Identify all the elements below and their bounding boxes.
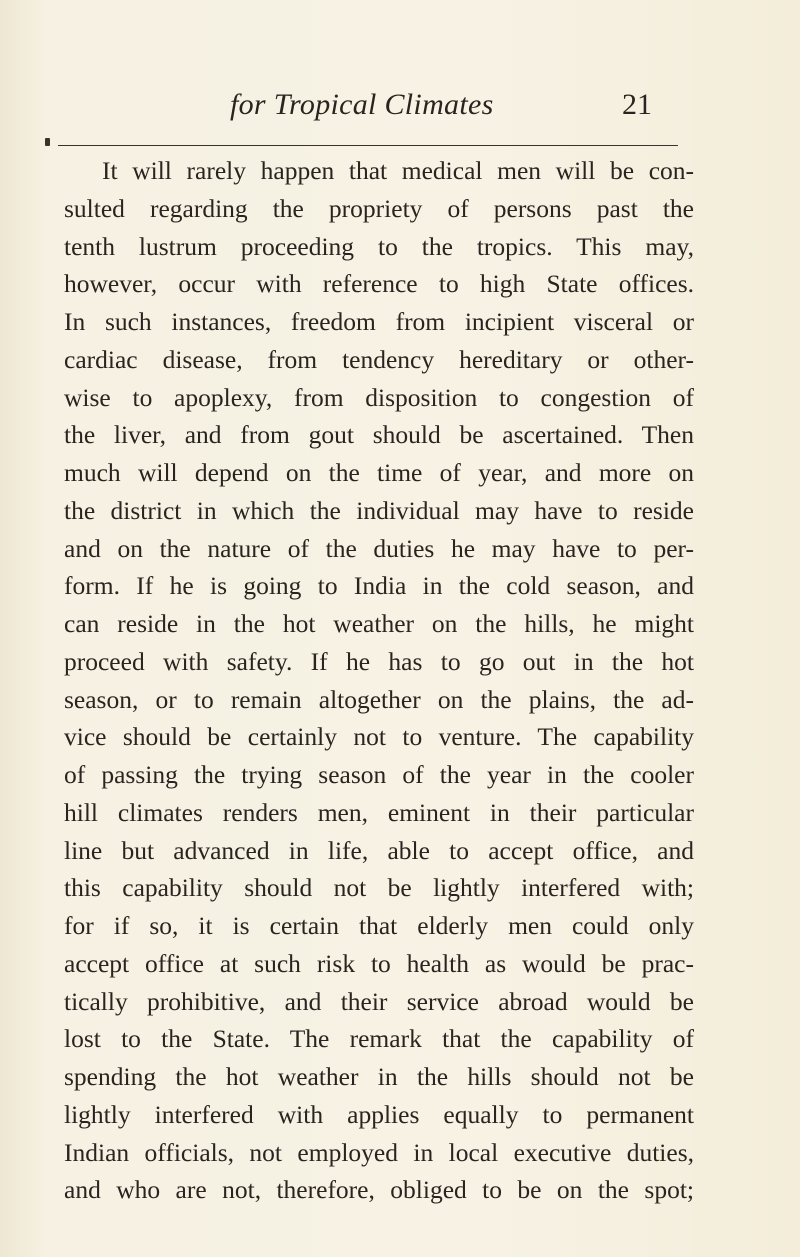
text-line: Indian officials, not employed in local executive duties,: [64, 1137, 694, 1167]
text-line: line but advanced in life, able to accept office, and: [64, 835, 694, 865]
text-line: and on the nature of the duties he may have to per-: [64, 533, 694, 563]
header-rule: [58, 145, 678, 146]
text-line: sulted regarding the propriety of persons past the: [64, 193, 694, 223]
printer-mark: [45, 138, 50, 146]
text-line: It will rarely happen that medical men will be con-: [102, 156, 694, 185]
text-line: of passing the trying season of the year in the cooler: [64, 760, 694, 789]
text-line: hill climates renders men, eminent in their particular: [64, 797, 694, 827]
text-line: this capability should not be lightly interfered with;: [64, 873, 694, 903]
text-line: cardiac disease, from tendency hereditary or other-: [64, 344, 694, 374]
text-line: tically prohibitive, and their service abroad would be: [64, 986, 694, 1016]
text-line: and who are not, therefore, obliged to be on the spot;: [64, 1175, 694, 1205]
text-line: however, occur with reference to high State offices.: [64, 269, 694, 299]
text-line: vice should be certainly not to venture. The capability: [64, 722, 694, 752]
running-title: for Tropical Climates: [230, 88, 494, 121]
text-line: tenth lustrum proceeding to the tropics. This may,: [64, 231, 694, 261]
text-line: can reside in the hot weather on the hills, he might: [64, 609, 694, 638]
text-line: the liver, and from gout should be ascertained. Then: [64, 420, 694, 450]
text-line: spending the hot weather in the hills should not be: [64, 1062, 694, 1091]
text-line: wise to apoplexy, from disposition to congestion of: [64, 382, 694, 412]
text-line: for if so, it is certain that elderly men could only: [64, 911, 694, 940]
text-line: the district in which the individual may have to reside: [64, 495, 694, 525]
text-line: In such instances, freedom from incipient visceral or: [64, 307, 694, 336]
page-number: 21: [622, 88, 652, 121]
running-header: [0, 88, 800, 128]
text-line: proceed with safety. If he has to go out in the hot: [64, 646, 694, 676]
text-line: much will depend on the time of year, and more on: [64, 458, 694, 487]
text-line: lightly interfered with applies equally to permanent: [64, 1099, 694, 1129]
text-line: lost to the State. The remark that the capability of: [64, 1024, 694, 1054]
text-line: season, or to remain altogether on the plains, the ad-: [64, 684, 694, 714]
body-paragraph: [64, 152, 694, 1209]
text-line: form. If he is going to India in the cold season, and: [64, 571, 694, 601]
text-line: accept office at such risk to health as would be prac-: [64, 948, 694, 978]
